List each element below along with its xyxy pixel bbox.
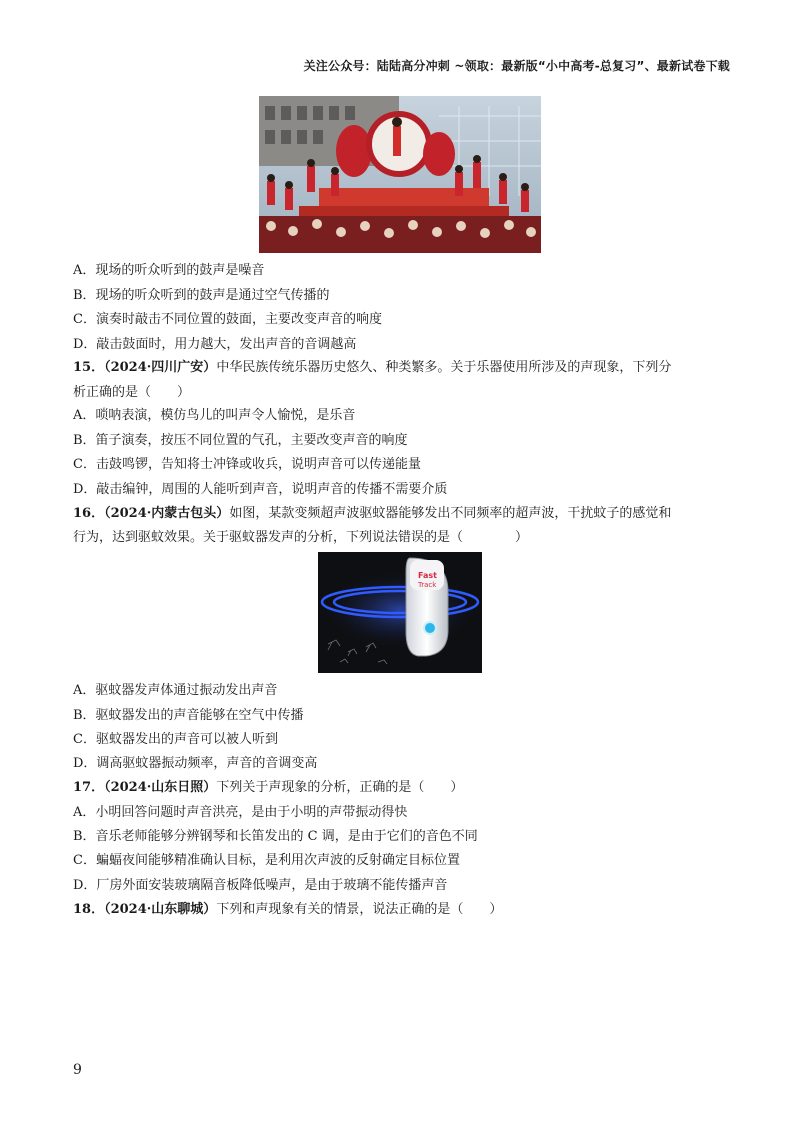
q15-text: 中华民族传统乐器历史悠久、种类繁多。关于乐器使用所涉及的声现象，下列分: [216, 360, 672, 375]
q16-source: （2024·内蒙古包头）: [104, 506, 230, 521]
q17-option-b: B．音乐老师能够分辨钢琴和长笛发出的 C 调，是由于它们的音色不同: [73, 829, 478, 844]
q16-number: 16．: [73, 506, 105, 521]
q15-stem-line2: 析正确的是（ ）: [73, 385, 191, 400]
q18-number: 18．: [73, 902, 105, 917]
q14-option-c: C．演奏时敲击不同位置的鼓面，主要改变声音的响度: [73, 312, 382, 327]
q17-option-c: C．蝙蝠夜间能够精准确认目标，是利用次声波的反射确定目标位置: [73, 853, 460, 868]
q14-option-a: A．现场的听众听到的鼓声是噪音: [73, 263, 265, 278]
q18-source: （2024·山东聊城）: [104, 902, 217, 917]
q16-text: 如图，某款变频超声波驱蚊器能够发出不同频率的超声波，干扰蚊子的感觉和: [229, 506, 672, 521]
q14-option-b: B．现场的听众听到的鼓声是通过空气传播的: [73, 288, 330, 303]
page-number: 9: [73, 1062, 82, 1078]
q15-source: （2024·四川广安）: [104, 360, 217, 375]
q18-stem: [73, 901, 502, 919]
q15-option-a: A．唢呐表演，模仿鸟儿的叫声令人愉悦，是乐音: [73, 408, 356, 423]
q16-option-d: D．调高驱蚊器振动频率，声音的音调变高: [73, 756, 318, 771]
q16-option-c: C．驱蚊器发出的声音可以被人听到: [73, 732, 278, 747]
q16-stem-line2: 行为，达到驱蚊效果。关于驱蚊器发声的分析，下列说法错误的是（ ）: [73, 530, 529, 545]
page-header: 关注公众号：陆陆高分冲刺 ~领取：最新版“小中高考-总复习”、最新试卷下载: [303, 59, 730, 73]
q17-text: 下列关于声现象的分析，正确的是（ ）: [216, 780, 464, 795]
q17-number: 17．: [73, 780, 105, 795]
q16-option-a: A．驱蚊器发声体通过振动发出声音: [73, 683, 278, 698]
q16-stem-line1: [73, 505, 671, 523]
q15-number: 15．: [73, 360, 105, 375]
q17-source: （2024·山东日照）: [104, 780, 217, 795]
device-label-1: Fast: [418, 571, 437, 580]
q16-option-b: B．驱蚊器发出的声音能够在空气中传播: [73, 708, 304, 723]
q17-option-d: D．厂房外面安装玻璃隔音板降低噪声，是由于玻璃不能传播声音: [73, 878, 448, 893]
q17-stem: [73, 779, 463, 797]
device-label-2: Track: [418, 581, 437, 589]
q15-stem-line1: [73, 359, 671, 377]
q15-option-c: C．击鼓鸣锣，告知将士冲锋或收兵，说明声音可以传递能量: [73, 457, 421, 472]
drum-performance-image: [259, 96, 541, 253]
q15-option-b: B．笛子演奏，按压不同位置的气孔，主要改变声音的响度: [73, 433, 408, 448]
q15-option-d: D．敲击编钟，周围的人能听到声音，说明声音的传播不需要介质: [73, 482, 448, 497]
q17-option-a: A．小明回答问题时声音洪亮，是由于小明的声带振动得快: [73, 805, 408, 820]
q14-option-d: D．敲击鼓面时，用力越大，发出声音的音调越高: [73, 337, 357, 352]
mosquito-repeller-image: [318, 552, 482, 673]
q18-text: 下列和声现象有关的情景，说法正确的是（ ）: [216, 902, 503, 917]
